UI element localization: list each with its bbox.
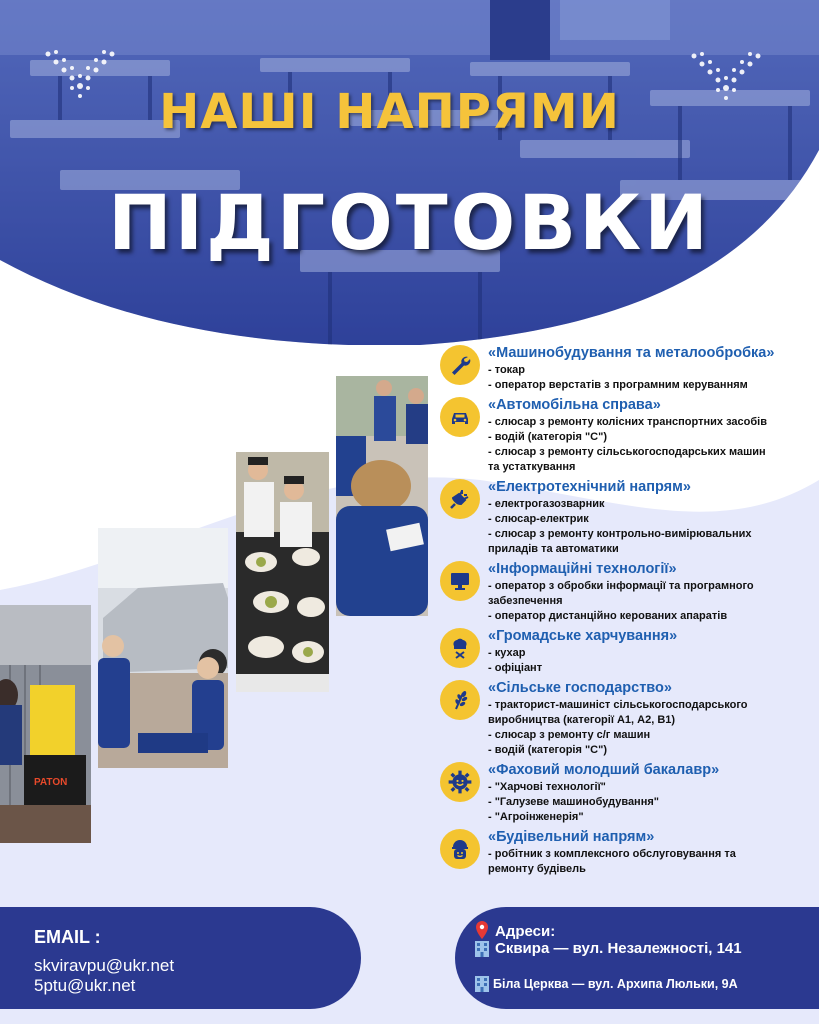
program-item: [440, 344, 819, 393]
program-title: «Сільське господарство»: [488, 680, 672, 696]
program-line: - токар: [488, 364, 526, 376]
program-line: - "Галузеве машинобудування": [488, 796, 659, 808]
programs-list: [440, 344, 819, 880]
students-lab-photo: [336, 376, 428, 616]
program-line: виробництва (категорії А1, А2, В1): [488, 714, 676, 726]
builder-icon: [440, 829, 480, 869]
program-title: «Громадське харчування»: [488, 628, 678, 644]
gear-icon: [440, 762, 480, 802]
program-line: - офіціант: [488, 662, 543, 674]
program-item: [440, 560, 819, 624]
program-line: та устаткування: [488, 461, 576, 473]
address-line: Сквира — вул. Незалежності, 141: [495, 940, 742, 957]
header-banner: [0, 0, 819, 345]
program-title: «Електротехнічний напрям»: [488, 479, 691, 495]
program-line: - слюсар-електрик: [488, 513, 589, 525]
address-label: Адреси:: [495, 923, 556, 940]
program-item: [440, 828, 819, 877]
program-line: приладів та автоматики: [488, 543, 619, 555]
address-panel: [455, 907, 819, 1009]
monitor-icon: [440, 561, 480, 601]
program-title: «Машинобудування та металообробка»: [488, 345, 775, 361]
program-line: ремонту будівель: [488, 863, 586, 875]
program-item: [440, 396, 819, 475]
program-line: - "Харчові технології": [488, 781, 606, 793]
program-line: - слюсар з ремонту сільськогосподарських машин: [488, 446, 766, 458]
program-item: [440, 761, 819, 825]
program-line: - оператор дистанційно керованих апаратів: [488, 610, 728, 622]
program-title: «Фаховий молодший бакалавр»: [488, 762, 720, 778]
program-line: забезпечення: [488, 595, 563, 607]
paton-label: PATON: [34, 777, 68, 788]
program-line: - робітник з комплексного обслуговування та: [488, 848, 736, 860]
email-label: EMAIL :: [34, 927, 101, 947]
title-line-2: ПІДГОТОВКИ: [108, 178, 711, 267]
car-icon: [440, 397, 480, 437]
address-line: Біла Церква — вул. Архипа Люльки, 9А: [493, 977, 738, 991]
title-line-1: НАШІ НАПРЯМИ: [159, 84, 620, 140]
program-title: «Автомобільна справа»: [488, 397, 661, 413]
program-line: - водій (категорія "С"): [488, 431, 608, 443]
building-icon: [475, 976, 489, 992]
program-line: - слюсар з ремонту контрольно-вимірювальних: [488, 528, 752, 540]
program-line: - оператор верстатів з програмним керуванням: [488, 379, 748, 391]
car-repair-photo: [98, 528, 228, 768]
program-item: [440, 679, 819, 758]
program-item: [440, 478, 819, 557]
program-title: «Будівельний напрям»: [488, 829, 655, 845]
wheat-icon: [440, 680, 480, 720]
building-icon: [475, 941, 489, 957]
email-panel: [0, 907, 361, 1009]
program-line: - "Агроінженерія": [488, 811, 584, 823]
email-link[interactable]: 5ptu@ukr.net: [34, 976, 136, 995]
program-line: - слюсар з ремонту колісних транспортних засобів: [488, 416, 767, 428]
cooking-class-photo: [236, 452, 329, 692]
program-line: - тракторист-машиніст сільськогосподарського: [488, 699, 748, 711]
pin-icon: [475, 921, 489, 939]
program-line: - оператор з обробки інформації та програмного: [488, 580, 754, 592]
wrench-icon: [440, 345, 480, 385]
chef-icon: [440, 628, 480, 668]
email-link[interactable]: skviravpu@ukr.net: [34, 956, 175, 975]
program-line: - слюсар з ремонту с/г машин: [488, 729, 651, 741]
program-line: - водій (категорія "С"): [488, 744, 608, 756]
plug-icon: [440, 479, 480, 519]
program-line: - електрогазозварник: [488, 498, 605, 510]
program-item: [440, 627, 819, 676]
program-title: «Інформаційні технології»: [488, 561, 677, 577]
program-line: - кухар: [488, 647, 526, 659]
welding-workshop-photo: [0, 605, 91, 843]
